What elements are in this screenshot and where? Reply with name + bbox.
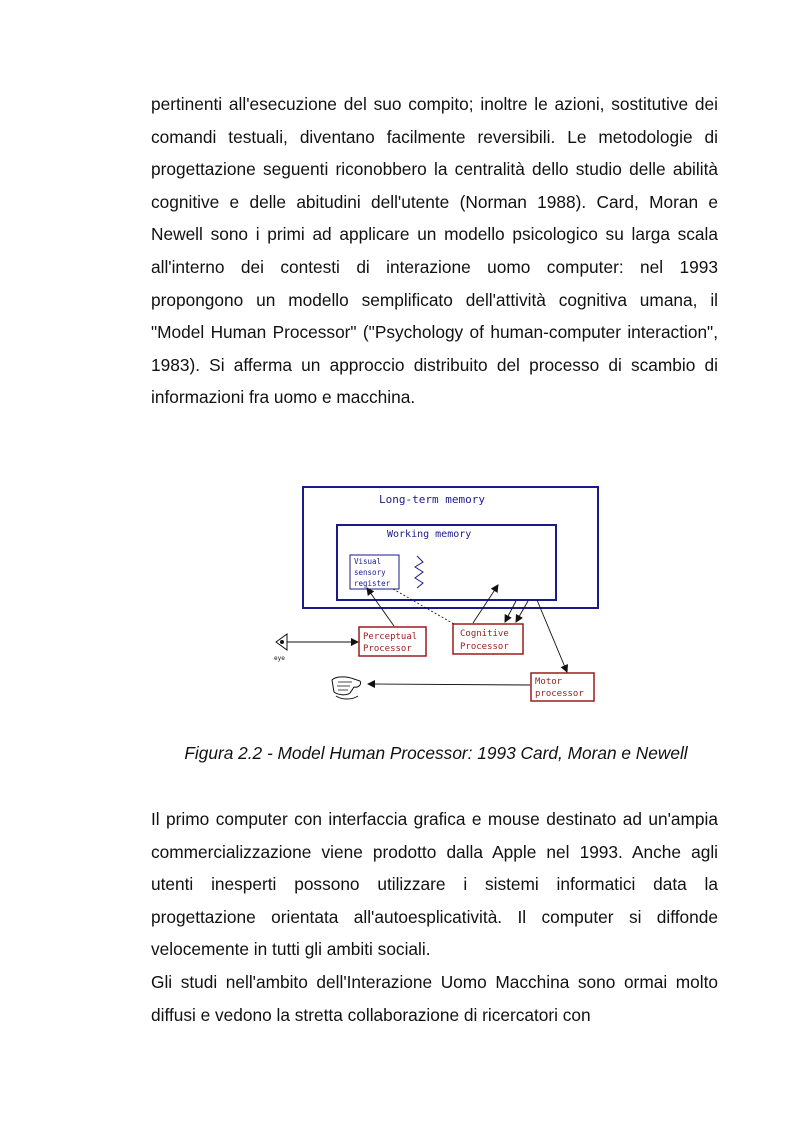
cognitive-processor-line-1: Cognitive xyxy=(460,629,509,639)
body-paragraph-3: Gli studi nell'ambito dell'Interazione Uomo Macchina sono ormai molto diffusi e vedono la stretta collaborazione di ricercatori con xyxy=(151,972,718,1025)
model-human-processor-diagram xyxy=(262,482,606,706)
figure-caption: Figura 2.2 - Model Human Processor: 1993 Card, Moran e Newell xyxy=(184,743,688,763)
register-to-cognitive-dotted-link xyxy=(393,589,454,624)
perceptual-processor-line-1: Perceptual xyxy=(363,632,418,642)
model-human-processor-figure xyxy=(262,482,606,706)
visual-register-line-2: sensory xyxy=(354,568,386,577)
motor-processor-line-2: processor xyxy=(535,689,584,699)
body-paragraph-1: pertinenti all'esecuzione del suo compito; inoltre le azioni, sostitutive dei comandi testuali, diventano facilmente reversibili. Le metodologie di progettazione seguenti riconobbero la centralità dello studio delle abilità cognitive e delle abitudini dell'utente (Norman 1988). Card, Moran e Newell sono i primi ad applicare un modello psicologico su larga scala all'interno dei contesti di interazione uomo computer: nel 1993 propongono un modello semplificato dell'attività cognitiva umana, il "Model Human Processor" ("Psychology of human-computer interaction", 1983). Si afferma un approccio distribuito del processo di scambio di informazioni fra uomo e macchina. xyxy=(151,94,718,408)
cognitive-to-working-memory-arrow xyxy=(473,585,498,623)
working-memory-label: Working memory xyxy=(387,529,472,540)
working-memory-to-cognitive-arrow-1 xyxy=(505,601,516,622)
motor-to-hand-arrow xyxy=(368,684,530,685)
working-memory-to-cognitive-arrow-2 xyxy=(516,601,528,622)
long-term-memory-label: Long-term memory xyxy=(379,493,485,506)
eye-icon xyxy=(276,634,287,650)
hand-icon xyxy=(332,677,361,699)
zigzag-signal xyxy=(415,556,423,588)
cognitive-processor-line-2: Processor xyxy=(460,642,509,652)
visual-register-line-1: Visual xyxy=(354,557,382,566)
motor-processor-line-1: Motor xyxy=(535,677,563,687)
memory-to-motor-arrow xyxy=(537,600,567,672)
perceptual-processor-line-2: Processor xyxy=(363,644,412,654)
body-paragraph-2: Il primo computer con interfaccia grafica e mouse destinato ad un'ampia commercializzazione viene prodotto dalla Apple nel 1993. Anche agli utenti inesperti possono utilizzare i sistemi informatici data la progettazione orientata all'autoesplicatività. Il computer si diffonde velocemente in tutti gli ambiti sociali. xyxy=(151,809,718,960)
eye-label: eye xyxy=(274,655,285,662)
visual-register-line-3: register xyxy=(354,579,391,588)
